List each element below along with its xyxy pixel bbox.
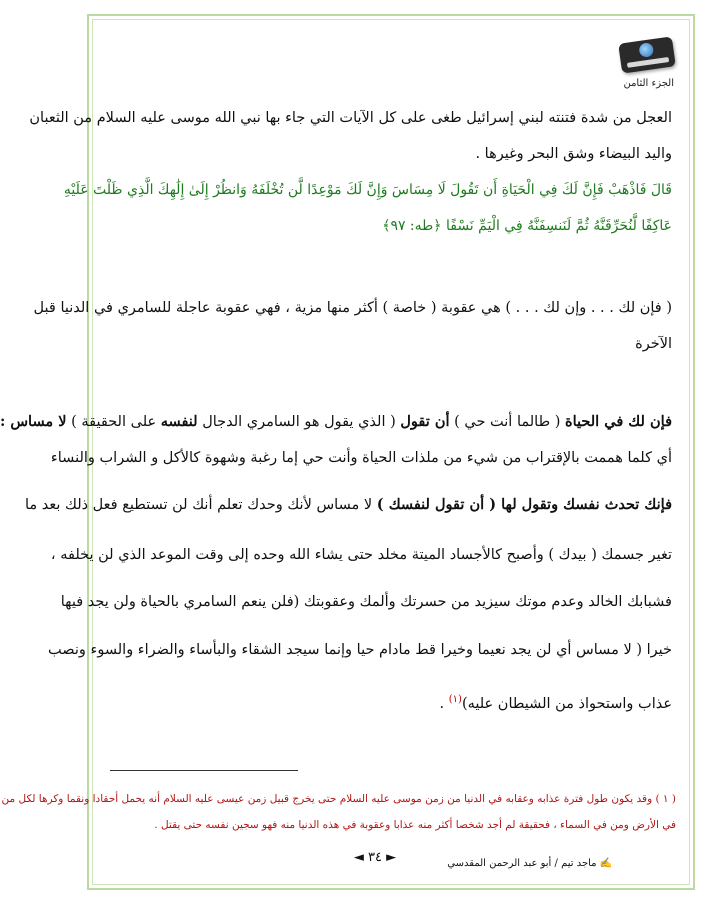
verse-line-1: قَالَ فَاذْهَبْ فَإِنَّ لَكَ فِي الْحَيَاةِ أَن تَقُولَ لَا مِسَاسَ وَإِنَّ لَكَ مَوْعِدًا لَّن تُخْلَفَهُ وَانظُرْ إِلَىٰ إِلَٰهِكَ الَّذِي ظَلْتَ عَلَيْهِ	[63, 182, 672, 198]
globe-icon	[638, 42, 654, 58]
para2-line-1: ( فإن لك . . . وإن لك . . . ) هي عقوبة ( خاصة ) أكثر منها مزية ، فهي عقوبة عاجلة للسامري في الدنيا قبل	[33, 300, 672, 316]
text-segment-4: لا مساس لأنك وحدك تعلم أنك لن تستطيع فعل ذلك بعد ما	[24, 497, 377, 513]
page-number: ◄ ٣٤ ►	[353, 850, 397, 865]
pen-icon: ✍	[599, 858, 612, 869]
bold-phrase-3: لنفسه	[160, 413, 198, 430]
author-name: ماجد تيم / أبو عبد الرحمن المقدسي	[447, 858, 597, 869]
footnote-marker[interactable]: (١)	[448, 694, 462, 705]
bold-phrase-5: فإنك تحدث نفسك وتقول لها ( أن تقول لنفسك )	[376, 496, 672, 513]
verse-text-2: عَاكِفًا لَّنُحَرِّقَنَّهُ ثُمَّ لَنَنسِفَنَّهُ فِي الْيَمِّ نَسْفًا	[445, 218, 672, 234]
footnote-line-2: في الأرض ومن في السماء ، فحقيقة لم أجد شخصا أكثر منه عذابا وعقوبة في هذه الدنيا منه فهو سجين نفسه حتى يقتل .	[154, 819, 676, 831]
para3-line-5: فشبابك الخالد وعدم موتك سيزيد من حسرتك وألمك وعقوبتك (فلن ينعم السامري بالحياة ولن يجد فيها	[60, 594, 672, 610]
part-label: الجزء الثامن	[623, 78, 674, 89]
body-line-1: العجل من شدة فتنته لبني إسرائيل طغى على كل الآيات التي جاء بها نبي الله موسى عليه السلام من الثعبان	[29, 110, 672, 126]
para3-line-7	[112, 690, 672, 714]
author-credit	[447, 858, 612, 869]
footnote-line-1: ( ١ ) وقد يكون طول فترة عذابه وعقابه في الدنيا من زمن موسى عليه السلام حتى يخرج قبيل زمن عيسى عليه السلام أنه يحمل أحقادا ونقما وكرها لكل من	[1, 793, 676, 805]
footnote-divider	[110, 770, 298, 771]
text-segment-5: عذاب واستحواذ من الشيطان عليه)	[461, 695, 672, 712]
para3-line-1	[0, 412, 672, 432]
logo-band	[627, 57, 669, 68]
bold-phrase-4: لا مساس :	[0, 413, 67, 430]
verse-line-2	[112, 216, 672, 236]
para3-line-3	[24, 495, 672, 515]
para2-line-2: الآخرة	[635, 336, 672, 352]
para3-line-2: أي كلما هممت بالإقتراب من شيء من ملذات الحياة وأنت حي إما رغبة وشهوة كالأكل و الشراب والنساء	[50, 450, 672, 466]
bold-phrase-2: أن تقول	[400, 413, 450, 430]
text-segment-6: .	[439, 695, 449, 712]
para3-line-6: خيرا ( لا مساس أي لن يجد نعيما وخيرا قط مادام حيا وإنما سيجد الشقاء والبأساء والضراء والسوء ونصب	[48, 642, 672, 658]
verse-reference: ﴿طه: ٩٧﴾	[382, 218, 442, 234]
body-line-2: واليد البيضاء وشق البحر وغيرها .	[475, 146, 672, 162]
para3-line-4: تغير جسمك ( بيدك ) وأصبح كالأجساد الميتة مخلد حتى يشاء الله وحده إلى وقت الموعد الذي لن يخلفه ،	[50, 547, 672, 563]
bold-phrase-1: فإن لك في الحياة	[565, 413, 672, 430]
text-segment-2: ( الذي يقول هو السامري الدجال	[197, 414, 401, 430]
text-segment-3: على الحقيقة )	[66, 414, 161, 430]
text-segment-1: ( طالما أنت حي )	[449, 414, 565, 430]
